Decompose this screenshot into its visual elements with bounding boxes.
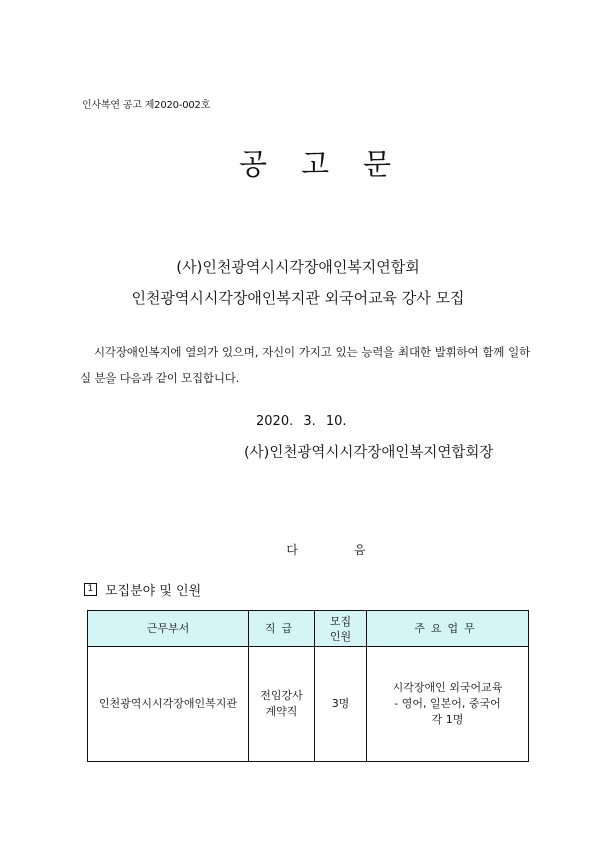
announcement-body: 시각장애인복지에 열의가 있으며, 자신이 가지고 있는 능력을 최대한 발휘하여 함께 일하실 분을 다음과 같이 모집합니다. xyxy=(80,345,530,385)
header-position: 직급 xyxy=(249,611,315,647)
section-heading xyxy=(84,580,201,599)
header-count xyxy=(315,611,367,647)
section-title: 모집분야 및 인원 xyxy=(105,584,202,599)
signer-name: (사)인천광역시시각장애인복지연합회장 xyxy=(244,445,494,461)
cell-duty xyxy=(367,647,529,762)
cell-dept: 인천광역시시각장애인복지관 xyxy=(88,647,249,762)
announcement-date: 2020. 3. 10. xyxy=(256,414,347,429)
recruitment-heading: 인천광역시시각장애인복지관 외국어교육 강사 모집 xyxy=(131,289,465,307)
details-heading: 다음 xyxy=(286,543,422,557)
table-header-row xyxy=(88,611,529,647)
header-dept: 근무부서 xyxy=(88,611,249,647)
header-duty: 주요업무 xyxy=(367,611,529,647)
header-count-line1: 모집 xyxy=(329,614,352,628)
cell-duty-line2: - 영어, 일본어, 중국어 xyxy=(394,697,501,710)
page-title: 공고문 xyxy=(238,147,426,181)
section-number-box: 1 xyxy=(84,583,97,596)
cell-duty-line3: 각 1명 xyxy=(431,713,464,726)
cell-position xyxy=(249,647,315,762)
header-count-line2: 인원 xyxy=(329,629,352,643)
table-row xyxy=(88,647,529,762)
cell-position-line1: 전임강사 xyxy=(260,689,303,702)
recruitment-table xyxy=(87,610,529,762)
cell-count: 3명 xyxy=(315,647,367,762)
cell-position-line2: 계약직 xyxy=(265,705,298,718)
document-number: 인사복연 공고 제2020-002호 xyxy=(82,100,211,111)
cell-duty-line1: 시각장애인 외국어교육 xyxy=(392,681,503,694)
organization-name: (사)인천광역시시각장애인복지연합회 xyxy=(176,258,420,276)
